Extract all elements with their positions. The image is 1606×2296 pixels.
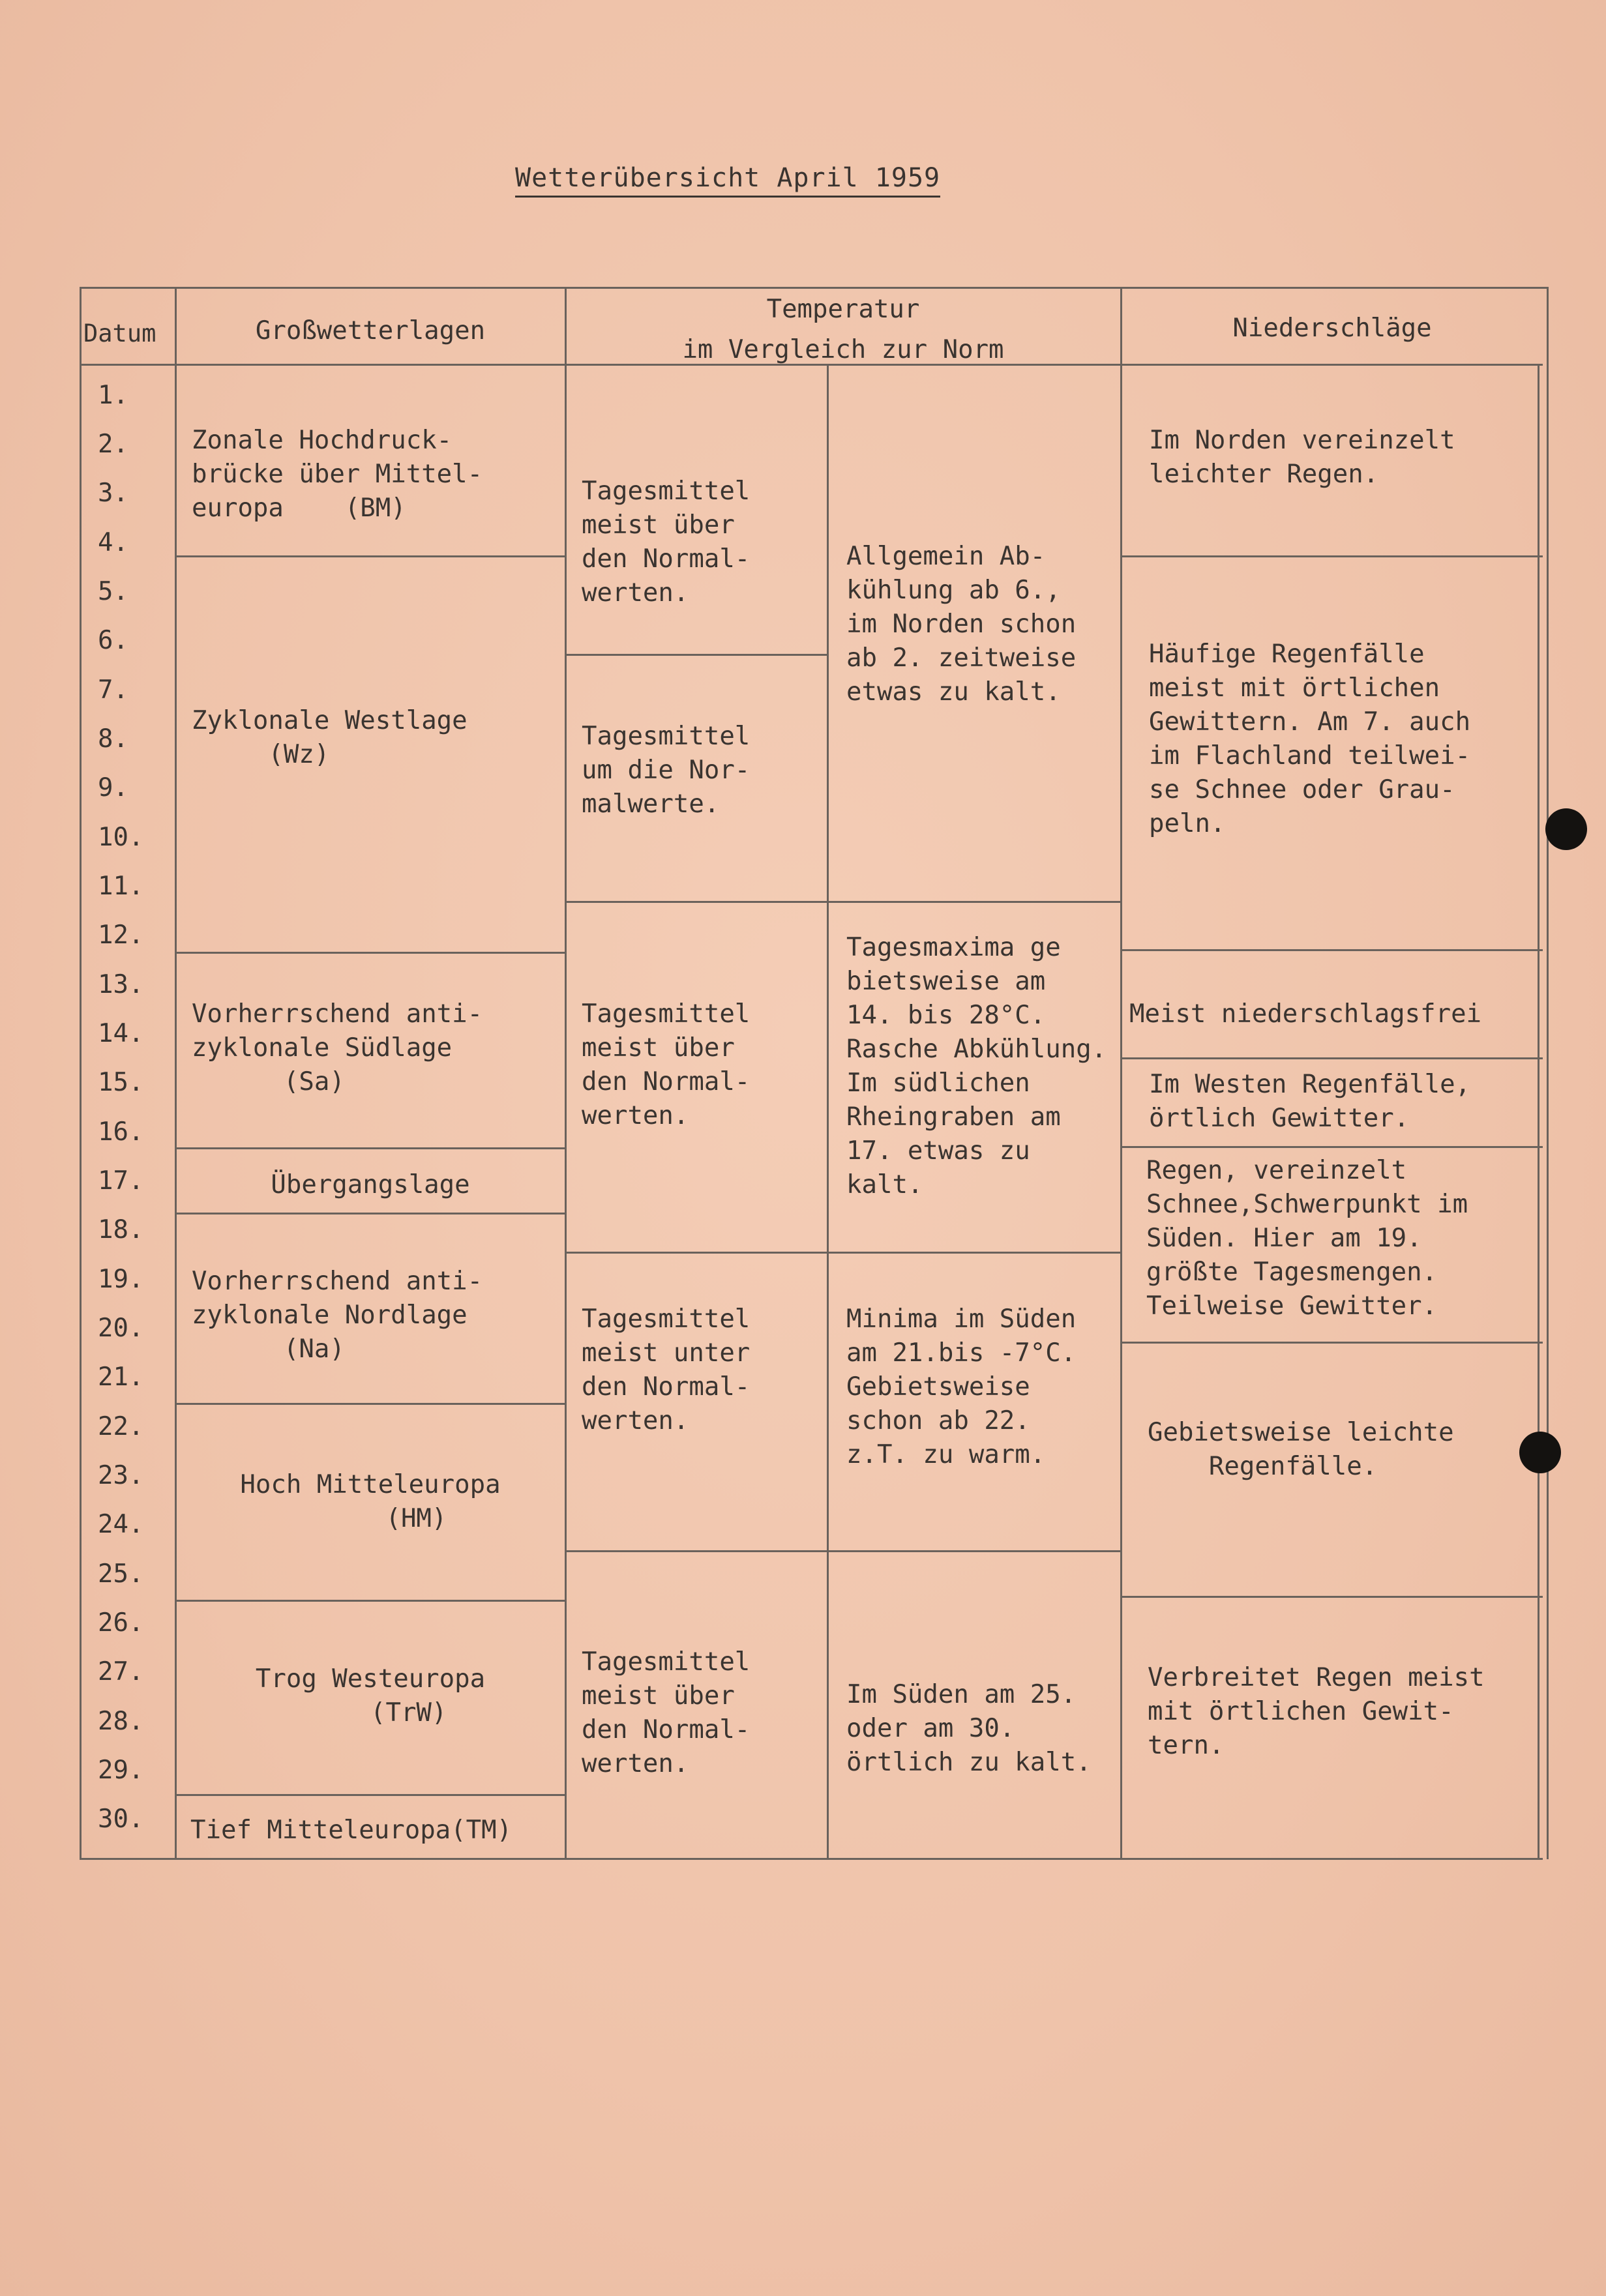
day-number: 20. (98, 1314, 144, 1343)
table-border-bottom (80, 1858, 1543, 1860)
gwl-sep (175, 952, 565, 954)
table-border-right (1547, 287, 1549, 1859)
day-number: 19. (98, 1265, 144, 1294)
day-number: 6. (98, 626, 128, 655)
gwl-cell: Trog Westeuropa (TrW) (255, 1664, 486, 1728)
day-number: 24. (98, 1510, 144, 1539)
tagesmittel-sep (565, 901, 827, 903)
punch-hole-bottom (1519, 1432, 1561, 1473)
gwl-sep (175, 1600, 565, 1602)
tagesmittel-sep (565, 1252, 827, 1254)
gwl-cell: Vorherrschend anti- zyklonale Nordlage (Na) (192, 1267, 483, 1364)
day-number: 2. (98, 430, 128, 459)
table-border-top (80, 287, 1548, 289)
col-divider-right-inner (1538, 365, 1539, 1859)
extreme-cell: Im Süden am 25. oder am 30. örtlich zu kalt. (846, 1680, 1092, 1777)
day-number: 21. (98, 1362, 144, 1392)
niederschlag-cell: Verbreitet Regen meist mit örtlichen Gewit- tern. (1148, 1663, 1485, 1760)
niederschlag-sep (1120, 949, 1543, 951)
day-number: 3. (98, 478, 128, 508)
day-number: 29. (98, 1756, 144, 1785)
niederschlag-cell: Häufige Regenfälle meist mit örtlichen Gewittern. Am 7. auch im Flachland teilwei- se Schnee oder Grau- peln. (1149, 640, 1471, 838)
extreme-cell: Tagesmaxima ge bietsweise am 14. bis 28°C. Rasche Abkühlung. Im südlichen Rheingraben am 17. etwas zu kalt. (846, 933, 1107, 1200)
niederschlag-sep (1120, 1057, 1543, 1059)
day-number: 5. (98, 577, 128, 606)
tagesmittel-sep (565, 654, 827, 656)
day-number: 16. (98, 1117, 144, 1147)
gwl-cell: Zonale Hochdruck- brücke über Mittel- europa (BM) (192, 426, 483, 523)
day-number: 18. (98, 1215, 144, 1244)
niederschlag-sep (1120, 1146, 1543, 1148)
extreme-cell: Allgemein Ab- kühlung ab 6., im Norden schon ab 2. zeitweise etwas zu kalt. (846, 542, 1077, 707)
tagesmittel-cell: Tagesmittel meist unter den Normal- werten. (582, 1304, 751, 1435)
gwl-sep (175, 1213, 565, 1214)
tagesmittel-cell: Tagesmittel meist über den Normal- werten. (582, 1647, 751, 1778)
day-number: 17. (98, 1166, 144, 1196)
niederschlag-cell: Im Westen Regenfälle, örtlich Gewitter. (1149, 1070, 1471, 1133)
day-number: 14. (98, 1019, 144, 1048)
day-number: 30. (98, 1804, 144, 1834)
gwl-sep (175, 1403, 565, 1405)
header-grosswetterlagen: Großwetterlagen (255, 316, 486, 346)
day-number: 4. (98, 528, 128, 557)
niederschlag-cell: Im Norden vereinzelt leichter Regen. (1149, 426, 1455, 489)
gwl-sep (175, 1794, 565, 1796)
niederschlag-sep (1120, 1596, 1543, 1598)
day-number: 12. (98, 920, 144, 950)
niederschlag-cell: Gebietsweise leichte Regenfälle. (1148, 1418, 1454, 1481)
day-number: 25. (98, 1559, 144, 1589)
day-number: 9. (98, 773, 128, 802)
extreme-sep (827, 1252, 1120, 1254)
niederschlag-cell: Meist niederschlagsfrei (1129, 999, 1482, 1029)
tagesmittel-sep (565, 1550, 827, 1552)
day-number: 22. (98, 1412, 144, 1441)
day-number: 27. (98, 1657, 144, 1686)
niederschlag-sep (1120, 1342, 1543, 1344)
tagesmittel-cell: Tagesmittel um die Nor- malwerte. (582, 722, 751, 819)
col-divider-datum (175, 287, 177, 1859)
extreme-sep (827, 1550, 1120, 1552)
day-number: 26. (98, 1608, 144, 1638)
day-number: 23. (98, 1461, 144, 1490)
gwl-cell: Vorherrschend anti- zyklonale Südlage (Sa) (192, 999, 483, 1096)
gwl-sep (175, 555, 565, 557)
col-divider-gwl (565, 287, 567, 1859)
extreme-cell: Minima im Süden am 21.bis -7°C. Gebietsweise schon ab 22. z.T. zu warm. (846, 1304, 1077, 1469)
gwl-cell: Übergangslage (271, 1170, 470, 1200)
col-divider-temp-mid (827, 365, 829, 1859)
day-number: 15. (98, 1068, 144, 1097)
day-number: 8. (98, 724, 128, 754)
day-number: 10. (98, 823, 144, 852)
tagesmittel-cell: Tagesmittel meist über den Normal- werten. (582, 477, 751, 608)
document-title: Wetterübersicht April 1959 (515, 163, 940, 198)
day-number: 13. (98, 970, 144, 999)
col-divider-temp (1120, 287, 1122, 1859)
niederschlag-cell: Regen, vereinzelt Schnee,Schwerpunkt im Süden. Hier am 19. größte Tagesmengen. Teilweise Gewitter. (1146, 1156, 1468, 1321)
day-number: 28. (98, 1707, 144, 1736)
niederschlag-sep (1120, 555, 1543, 557)
day-number: 7. (98, 675, 128, 705)
gwl-sep (175, 1147, 565, 1149)
header-temperatur: Temperatur im Vergleich zur Norm (682, 295, 1004, 364)
day-number: 1. (98, 381, 128, 410)
table-border-left (80, 287, 82, 1859)
gwl-cell: Zyklonale Westlage (Wz) (192, 706, 468, 769)
header-datum: Datum (83, 319, 156, 347)
extreme-sep (827, 901, 1120, 903)
gwl-cell: Tief Mitteleuropa(TM) (190, 1816, 513, 1845)
tagesmittel-cell: Tagesmittel meist über den Normal- werten. (582, 999, 751, 1130)
gwl-cell: Hoch Mitteleuropa (HM) (240, 1470, 501, 1533)
header-niederschlaege: Niederschläge (1232, 314, 1432, 343)
day-number: 11. (98, 872, 144, 901)
punch-hole-top (1545, 808, 1587, 850)
